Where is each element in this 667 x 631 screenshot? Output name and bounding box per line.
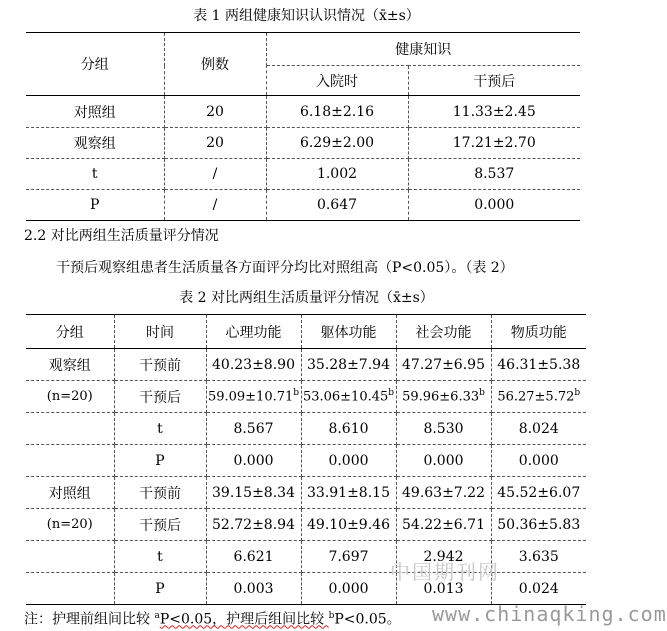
t2-time-label: 干预后 <box>114 509 206 541</box>
t2-cell: 39.15±8.34 <box>206 477 301 509</box>
t2-cell: 0.013 <box>396 573 491 605</box>
t2-cell: 33.91±8.15 <box>301 477 396 509</box>
t2-blank <box>26 541 114 573</box>
t2-cell: 52.72±8.94 <box>206 509 301 541</box>
t2-cell: 47.27±6.95 <box>396 349 491 381</box>
t1-cell-intervention: 0.000 <box>408 190 580 221</box>
t1-cell-intervention: 17.21±2.70 <box>408 128 580 159</box>
t2-header-psych: 心理功能 <box>206 315 301 349</box>
table-row <box>26 190 580 221</box>
t2-cell: 0.000 <box>301 445 396 477</box>
table-row <box>26 96 580 128</box>
t1-cell-intervention: 8.537 <box>408 159 580 190</box>
section-paragraph: 干预后观察组患者生活质量各方面评分均比对照组高（P<0.05）。（表 2） <box>56 260 514 276</box>
t1-cell-cases: / <box>164 190 266 221</box>
t2-cell: 54.22±6.71 <box>396 509 491 541</box>
t1-cell-intervention: 11.33±2.45 <box>408 96 580 128</box>
t2-cell: 56.27±5.72$^b$ <box>491 381 586 413</box>
t1-cell-group: P <box>26 190 164 221</box>
t2-blank <box>26 573 114 605</box>
t1-cell-admission: 6.18±2.16 <box>266 96 408 128</box>
quality-of-life-table <box>26 314 586 605</box>
t1-cell-group: 对照组 <box>26 96 164 128</box>
table-row <box>26 413 586 445</box>
t2-cell: 2.942 <box>396 541 491 573</box>
t2-header-group: 分组 <box>26 315 114 349</box>
t2-cell: 46.31±5.38 <box>491 349 586 381</box>
t2-group-n: (n=20) <box>26 381 114 413</box>
t2-blank <box>26 445 114 477</box>
t1-cell-group: 观察组 <box>26 128 164 159</box>
table-row <box>26 541 586 573</box>
t2-cell: 6.621 <box>206 541 301 573</box>
t2-group-label: 对照组 <box>26 477 114 509</box>
t1-header-group: 分组 <box>26 33 164 96</box>
t2-time-label: 干预前 <box>114 349 206 381</box>
t2-group-label: 观察组 <box>26 349 114 381</box>
t2-group-n: (n=20) <box>26 509 114 541</box>
t1-header-knowledge: 健康知识 <box>266 33 580 66</box>
t2-cell: 49.10±9.46 <box>301 509 396 541</box>
health-knowledge-table <box>26 32 580 221</box>
table1-caption: 表 1 两组健康知识认识情况（x̄±s） <box>193 8 420 24</box>
t1-header-admission: 入院时 <box>266 66 408 96</box>
t2-header-time: 时间 <box>114 315 206 349</box>
t2-cell: 40.23±8.90 <box>206 349 301 381</box>
table-row <box>26 573 586 605</box>
table-row <box>26 349 586 381</box>
watermark-logo-text: 中国期刊网 <box>390 560 500 584</box>
table-row <box>26 445 586 477</box>
table-row <box>26 381 586 413</box>
t2-cell: 53.06±10.45$^b$ <box>301 381 396 413</box>
t2-header-social: 社会功能 <box>396 315 491 349</box>
t2-cell: 8.610 <box>301 413 396 445</box>
t1-header-intervention: 干预后 <box>408 66 580 96</box>
t1-cell-cases: / <box>164 159 266 190</box>
t2-cell: 0.003 <box>206 573 301 605</box>
t2-time-label: 干预前 <box>114 477 206 509</box>
t2-cell: 7.697 <box>301 541 396 573</box>
t1-cell-cases: 20 <box>164 96 266 128</box>
watermark-url: www.chinaqking.com <box>432 602 667 626</box>
t2-cell: 0.000 <box>206 445 301 477</box>
table-row <box>26 159 580 190</box>
t2-stat-label: P <box>114 573 206 605</box>
t2-cell: 0.000 <box>491 445 586 477</box>
t2-cell: 8.530 <box>396 413 491 445</box>
t2-cell: 8.567 <box>206 413 301 445</box>
t1-header-cases: 例数 <box>164 33 266 96</box>
t2-header-physical: 躯体功能 <box>301 315 396 349</box>
t1-cell-admission: 0.647 <box>266 190 408 221</box>
table2-caption: 表 2 对比两组生活质量评分情况（x̄±s） <box>179 290 434 306</box>
t2-cell: 0.024 <box>491 573 586 605</box>
t2-stat-label: t <box>114 413 206 445</box>
t2-time-label: 干预后 <box>114 381 206 413</box>
t2-cell: 8.024 <box>491 413 586 445</box>
table-row <box>26 477 586 509</box>
t2-stat-label: t <box>114 541 206 573</box>
table-note: 注：护理前组间比较 $^a$P<0.05，护理后组间比较 $^b$P<0.05。 <box>24 611 401 628</box>
t1-cell-cases: 20 <box>164 128 266 159</box>
table-row <box>26 128 580 159</box>
table-row <box>26 509 586 541</box>
t2-cell: 59.09±10.71$^b$ <box>206 381 301 413</box>
t2-cell: 3.635 <box>491 541 586 573</box>
t2-cell: 49.63±7.22 <box>396 477 491 509</box>
t1-cell-admission: 1.002 <box>266 159 408 190</box>
t2-cell: 59.96±6.33$^b$ <box>396 381 491 413</box>
t2-cell: 0.000 <box>301 573 396 605</box>
t2-stat-label: P <box>114 445 206 477</box>
t1-cell-admission: 6.29±2.00 <box>266 128 408 159</box>
t2-cell: 0.000 <box>396 445 491 477</box>
t2-cell: 45.52±6.07 <box>491 477 586 509</box>
section-heading: 2.2 对比两组生活质量评分情况 <box>24 228 219 244</box>
t2-cell: 35.28±7.94 <box>301 349 396 381</box>
t2-header-material: 物质功能 <box>491 315 586 349</box>
t2-blank <box>26 413 114 445</box>
t2-cell: 50.36±5.83 <box>491 509 586 541</box>
t1-cell-group: t <box>26 159 164 190</box>
